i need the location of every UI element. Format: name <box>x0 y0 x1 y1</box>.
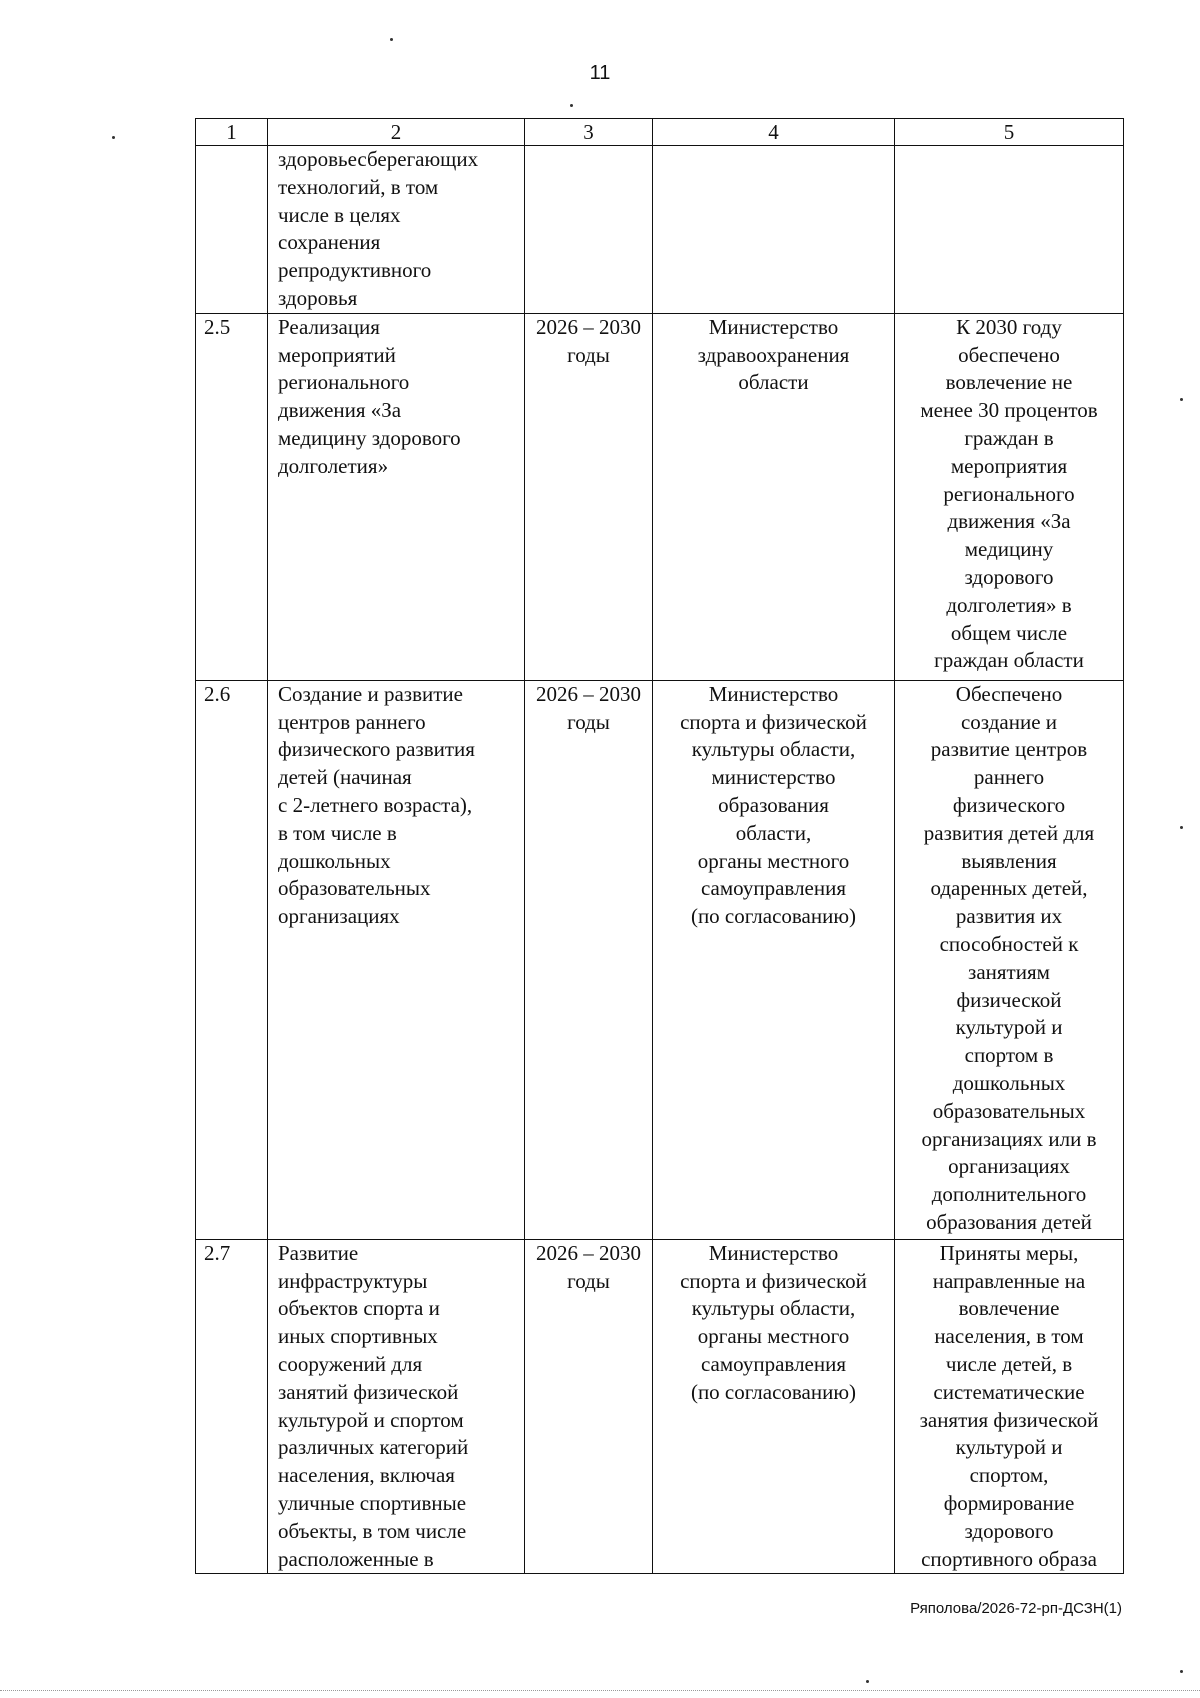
document-code: Ряполова/2026-72-рп-ДСЗН(1) <box>910 1600 1122 1617</box>
row-number: 2.5 <box>196 313 268 680</box>
row-executor: Министерство здравоохранения области <box>653 313 895 680</box>
table-header-row <box>196 119 1124 146</box>
row-term: 2026 – 2030 годы <box>525 313 653 680</box>
header-col-1: 1 <box>196 119 268 146</box>
header-col-4: 4 <box>653 119 895 146</box>
table-row <box>196 1239 1124 1574</box>
plan-table <box>195 118 1124 1574</box>
row-term <box>525 146 653 314</box>
scan-speck <box>1180 826 1183 829</box>
row-executor <box>653 146 895 314</box>
row-measure: Создание и развитие центров раннего физического развития детей (начиная с 2-летнего возраста), в том числе в дошкольных образовательных организациях <box>268 680 525 1239</box>
scan-speck <box>1180 398 1183 401</box>
row-measure: Реализация мероприятий регионального движения «За медицину здорового долголетия» <box>268 313 525 680</box>
scan-speck <box>1180 1670 1183 1673</box>
header-col-3: 3 <box>525 119 653 146</box>
row-result: Приняты меры, направленные на вовлечение населения, в том числе детей, в систематические занятия физической культурой и спортом, формирование здорового спортивного образа <box>895 1239 1124 1574</box>
scan-speck <box>570 104 573 107</box>
row-executor: Министерство спорта и физической культуры области, министерство образования области, органы местного самоуправления (по согласованию) <box>653 680 895 1239</box>
row-number: 2.6 <box>196 680 268 1239</box>
row-measure: Развитие инфраструктуры объектов спорта и иных спортивных сооружений для занятий физической культурой и спортом различных категорий населения, включая уличные спортивные объекты, в том числе расположенные в <box>268 1239 525 1574</box>
header-col-2: 2 <box>268 119 525 146</box>
scan-speck <box>866 1680 869 1683</box>
row-term: 2026 – 2030 годы <box>525 1239 653 1574</box>
row-measure: здоровьесберегающих технологий, в том числе в целях сохранения репродуктивного здоровья <box>268 146 525 314</box>
row-number: 2.7 <box>196 1239 268 1574</box>
page-number: 11 <box>589 62 611 84</box>
row-result: К 2030 году обеспечено вовлечение не менее 30 процентов граждан в мероприятия регионального движения «За медицину здорового долголетия» в общем числе граждан области <box>895 313 1124 680</box>
row-result <box>895 146 1124 314</box>
row-result: Обеспечено создание и развитие центров раннего физического развития детей для выявления одаренных детей, развития их способностей к занятиям физической культурой и спортом в дошкольных образовательных организациях или в организациях дополнительного образования детей <box>895 680 1124 1239</box>
table-row <box>196 313 1124 680</box>
row-term: 2026 – 2030 годы <box>525 680 653 1239</box>
row-executor: Министерство спорта и физической культуры области, органы местного самоуправления (по согласованию) <box>653 1239 895 1574</box>
scan-speck <box>112 136 115 139</box>
header-col-5: 5 <box>895 119 1124 146</box>
table-row <box>196 146 1124 314</box>
scan-edge-line <box>0 1690 1200 1692</box>
table-row <box>196 680 1124 1239</box>
scan-speck <box>390 38 393 41</box>
row-number <box>196 146 268 314</box>
